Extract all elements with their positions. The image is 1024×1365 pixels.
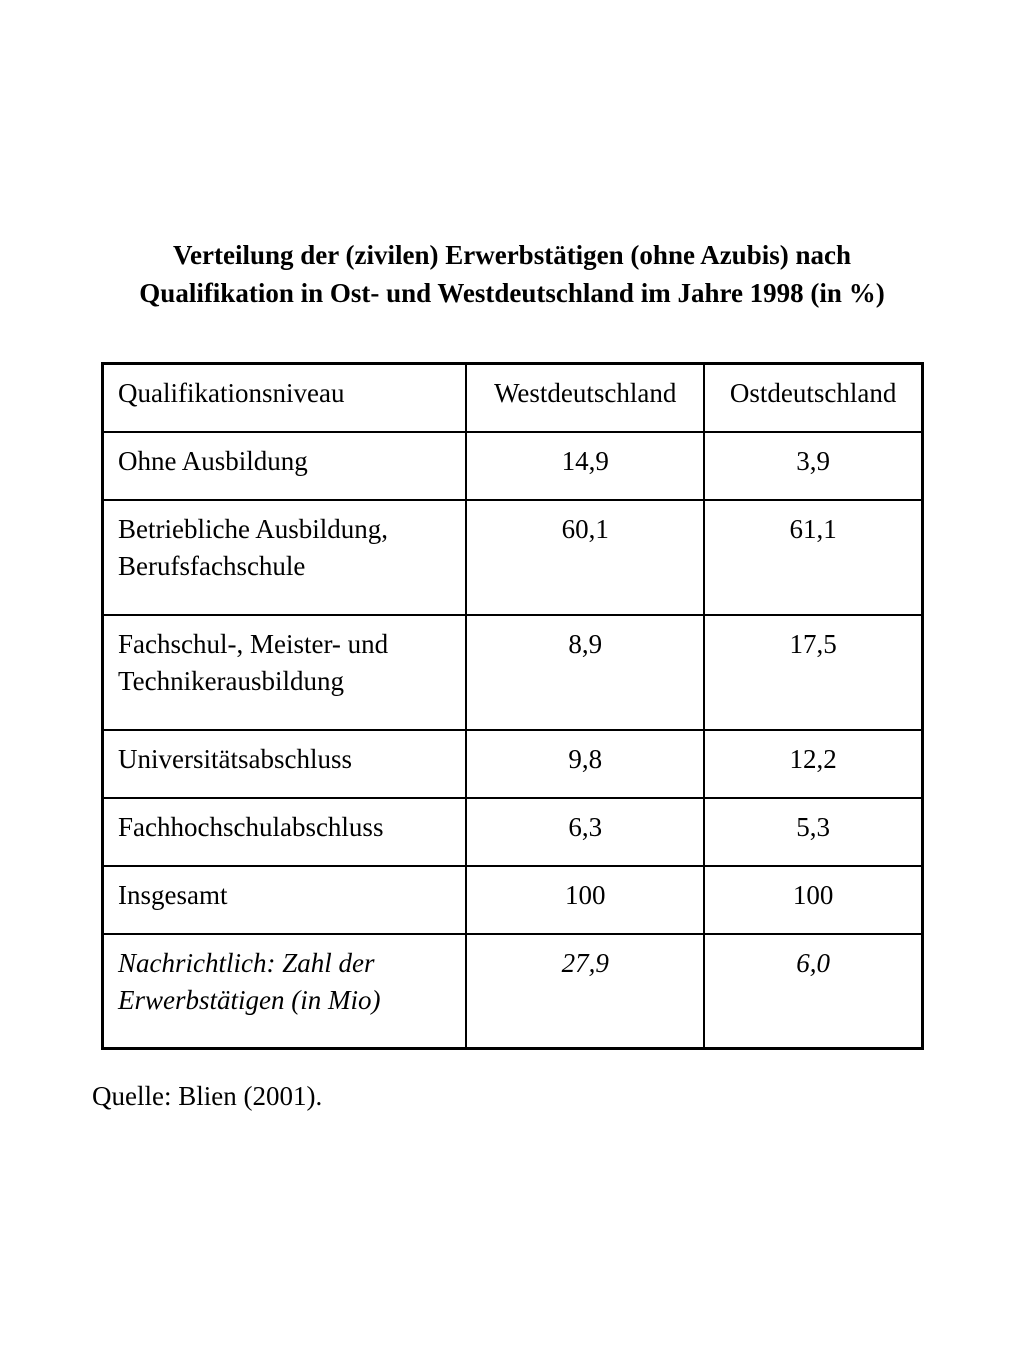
qualification-table <box>101 362 924 1050</box>
header-westdeutschland: Westdeutschland <box>466 364 704 432</box>
row-label-text: Ohne Ausbildung <box>118 445 308 476</box>
row-label <box>103 798 467 866</box>
title-line-1: Verteilung der (zivilen) Erwerbstätigen (ohne Azubis) nach <box>173 240 851 270</box>
ost-value: 5,3 <box>704 798 922 866</box>
table-row <box>103 500 923 615</box>
west-value: 6,3 <box>466 798 704 866</box>
row-label <box>103 500 467 615</box>
source-note: Quelle: Blien (2001). <box>92 1081 323 1111</box>
table-row <box>103 934 923 1049</box>
row-label-text-2: Berufsfachschule <box>118 550 306 581</box>
west-value: 60,1 <box>466 500 704 615</box>
row-label-text-2: Erwerbstätigen (in Mio) <box>118 984 381 1015</box>
table-row <box>103 798 923 866</box>
row-label-text: Betriebliche Ausbildung, <box>118 513 388 544</box>
row-label <box>103 730 467 798</box>
table-row <box>103 866 923 934</box>
row-label-text: Fachhochschulabschluss <box>118 811 384 842</box>
row-label-text-2: Technikerausbildung <box>118 665 345 696</box>
ost-value: 12,2 <box>704 730 922 798</box>
west-value: 8,9 <box>466 615 704 730</box>
page-title <box>60 236 964 312</box>
row-label <box>103 866 467 934</box>
title-line-2: Qualifikation in Ost- und Westdeutschland im Jahre 1998 (in %) <box>139 278 885 308</box>
row-label <box>103 934 467 1049</box>
west-value: 9,8 <box>466 730 704 798</box>
ost-value: 6,0 <box>704 934 922 1049</box>
ost-value: 3,9 <box>704 432 922 500</box>
ost-value: 17,5 <box>704 615 922 730</box>
row-label-text: Universitätsabschluss <box>118 743 352 774</box>
row-label <box>103 615 467 730</box>
ost-value: 100 <box>704 866 922 934</box>
ost-value: 61,1 <box>704 500 922 615</box>
table-row <box>103 432 923 500</box>
west-value: 27,9 <box>466 934 704 1049</box>
row-label-text: Nachrichtlich: Zahl der <box>118 947 375 978</box>
table-header-row <box>103 364 923 432</box>
row-label <box>103 432 467 500</box>
row-label-text: Insgesamt <box>118 879 228 910</box>
row-label-text: Fachschul-, Meister- und <box>118 628 389 659</box>
table-row <box>103 730 923 798</box>
header-qualifikationsniveau: Qualifikationsniveau <box>103 364 467 432</box>
header-ostdeutschland: Ostdeutschland <box>704 364 922 432</box>
west-value: 100 <box>466 866 704 934</box>
west-value: 14,9 <box>466 432 704 500</box>
table-row <box>103 615 923 730</box>
